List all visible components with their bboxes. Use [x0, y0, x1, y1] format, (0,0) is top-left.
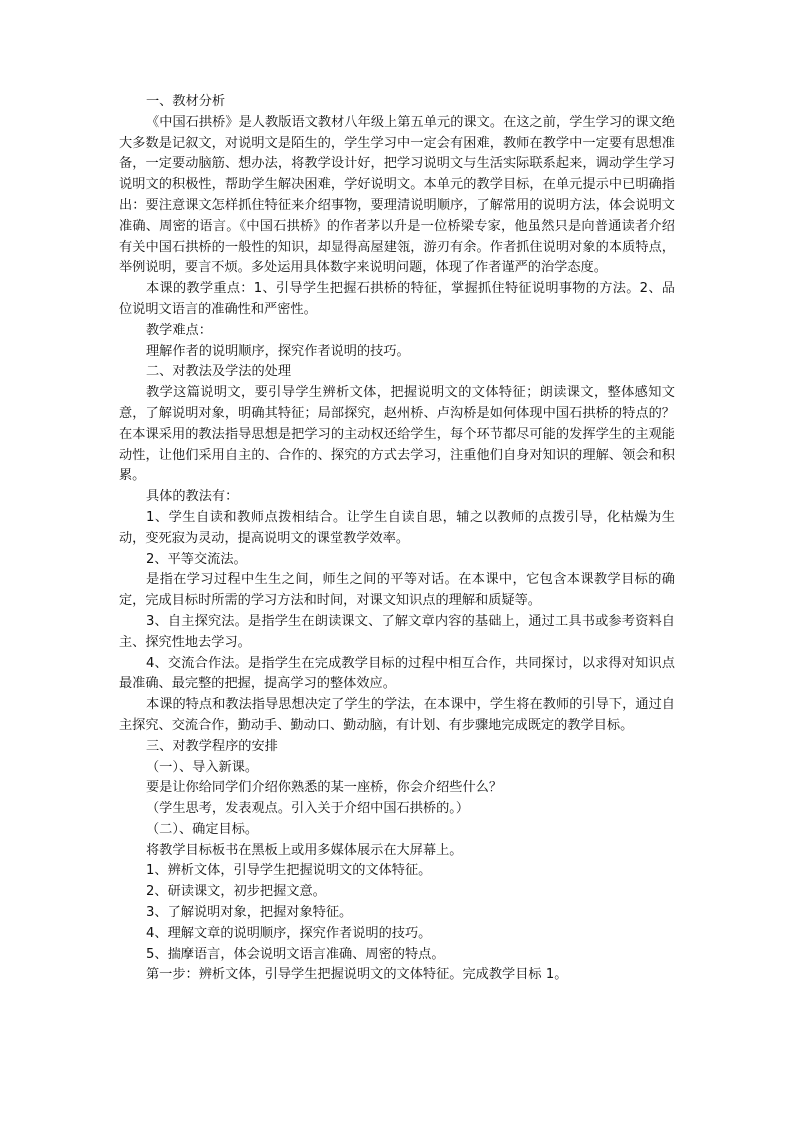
paragraph-goals-display: 将教学目标板书在黑板上或用多媒体展示在大屏幕上。	[146, 842, 463, 858]
paragraph-goals-title: （二）、确定目标。	[146, 821, 259, 837]
section-heading-1: 一、教材分析	[146, 94, 226, 109]
paragraph-step-intro-note: （学生思考，发表观点。引入关于介绍中国石拱桥的。）	[146, 801, 470, 817]
paragraph-difficulty-label: 教学难点：	[146, 322, 212, 338]
paragraph-method-4: 4、交流合作法。是指学生在完成教学目标的过程中相互合作，共同探讨，以求得对知识点最准确、最完整的把握，提高学习的整体效应。	[119, 655, 675, 692]
paragraph-method-3: 3、自主探究法。是指学生在朗读课文、了解文章内容的基础上，通过工具书或参考资料自主、探究性地去学习。	[119, 613, 675, 650]
paragraph-method-overview: 教学这篇说明文，要引导学生辨析文体，把握说明文的文体特征；朗读课文，整体感知文意，了解说明对象，明确其特征；局部探究，赵州桥、卢沟桥是如何体现中国石拱桥的特点的？在本课采用的教法指导思想是把学习的主动权还给学生，每个环节都尽可能的发挥学生的主观能动性，让他们采用自主的、合作的、探究的方式去学习，注重他们自身对知识的理解、领会和积累。	[119, 385, 675, 484]
paragraph-step-intro-title: （一）、导入新课。	[146, 759, 259, 775]
document-body	[119, 92, 675, 986]
goal-item-4: 4、理解文章的说明顺序，探究作者说明的技巧。	[146, 925, 432, 941]
paragraph-difficulty: 理解作者的说明顺序，探究作者说明的技巧。	[146, 343, 410, 359]
paragraph-step-intro-question: 要是让你给同学们介绍你熟悉的某一座桥，你会介绍些什么？	[146, 780, 503, 796]
paragraph-step-one: 第一步：辨析文体，引导学生把握说明文的文体特征。完成教学目标 1。	[146, 967, 568, 983]
section-heading-2: 二、对教法及学法的处理	[146, 364, 292, 380]
paragraph-study-method: 本课的特点和教法指导思想决定了学生的学法，在本课中，学生将在教师的引导下，通过自主探究、交流合作，勤动手、勤动口、勤动脑，有计划、有步骤地完成既定的教学目标。	[119, 697, 675, 733]
section-heading-3: 三、对教学程序的安排	[146, 738, 278, 754]
paragraph-method-2: 是指在学习过程中生生之间，师生之间的平等对话。在本课中，它包含本课教学目标的确定，完成目标时所需的学习方法和时间，对课文知识点的理解和质疑等。	[119, 572, 675, 609]
goal-item-2: 2、研读课文，初步把握文意。	[146, 884, 326, 900]
paragraph-methods-label: 具体的教法有：	[146, 489, 239, 505]
paragraph-teaching-focus: 本课的教学重点：1、引导学生把握石拱桥的特征，掌握抓住特征说明事物的方法。2、品位说明文语言的准确性和严密性。	[119, 281, 675, 317]
goal-item-3: 3、了解说明对象，把握对象特征。	[146, 905, 353, 921]
goal-item-5: 5、揣摩语言，体会说明文语言准确、周密的特点。	[146, 946, 445, 962]
paragraph-textbook-analysis: 《中国石拱桥》是人教版语文教材八年级上第五单元的课文。在这之前，学生学习的课文绝大多数是记叙文，对说明文是陌生的，学生学习中一定会有困难，教师在教学中一定要有思想准备，一定要动脑筋、想办法，将教学设计好，把学习说明文与生活实际联系起来，调动学生学习说明文的积极性，帮助学生解决困难，学好说明文。本单元的教学目标，在单元提示中已明确指出：要注意课文怎样抓住特征来介绍事物，要理清说明顺序，了解常用的说明方法，体会说明文准确、周密的语言。《中国石拱桥》的作者茅以升是一位桥梁专家，他虽然只是向普通读者介绍有关中国石拱桥的一般性的知识，却显得高屋建瓴，游刃有余。作者抓住说明对象的本质特点，举例说明，要言不烦。多处运用具体数字来说明问题，体现了作者谨严的治学态度。	[119, 114, 675, 276]
paragraph-method-1: 1、学生自读和教师点拨相结合。让学生自读自思，辅之以教师的点拨引导，化枯燥为生动，变死寂为灵动，提高说明文的课堂教学效率。	[119, 509, 675, 546]
paragraph-method-2-title: 2、平等交流法。	[146, 551, 247, 567]
goal-item-1: 1、辨析文体，引导学生把握说明文的文体特征。	[146, 863, 432, 879]
